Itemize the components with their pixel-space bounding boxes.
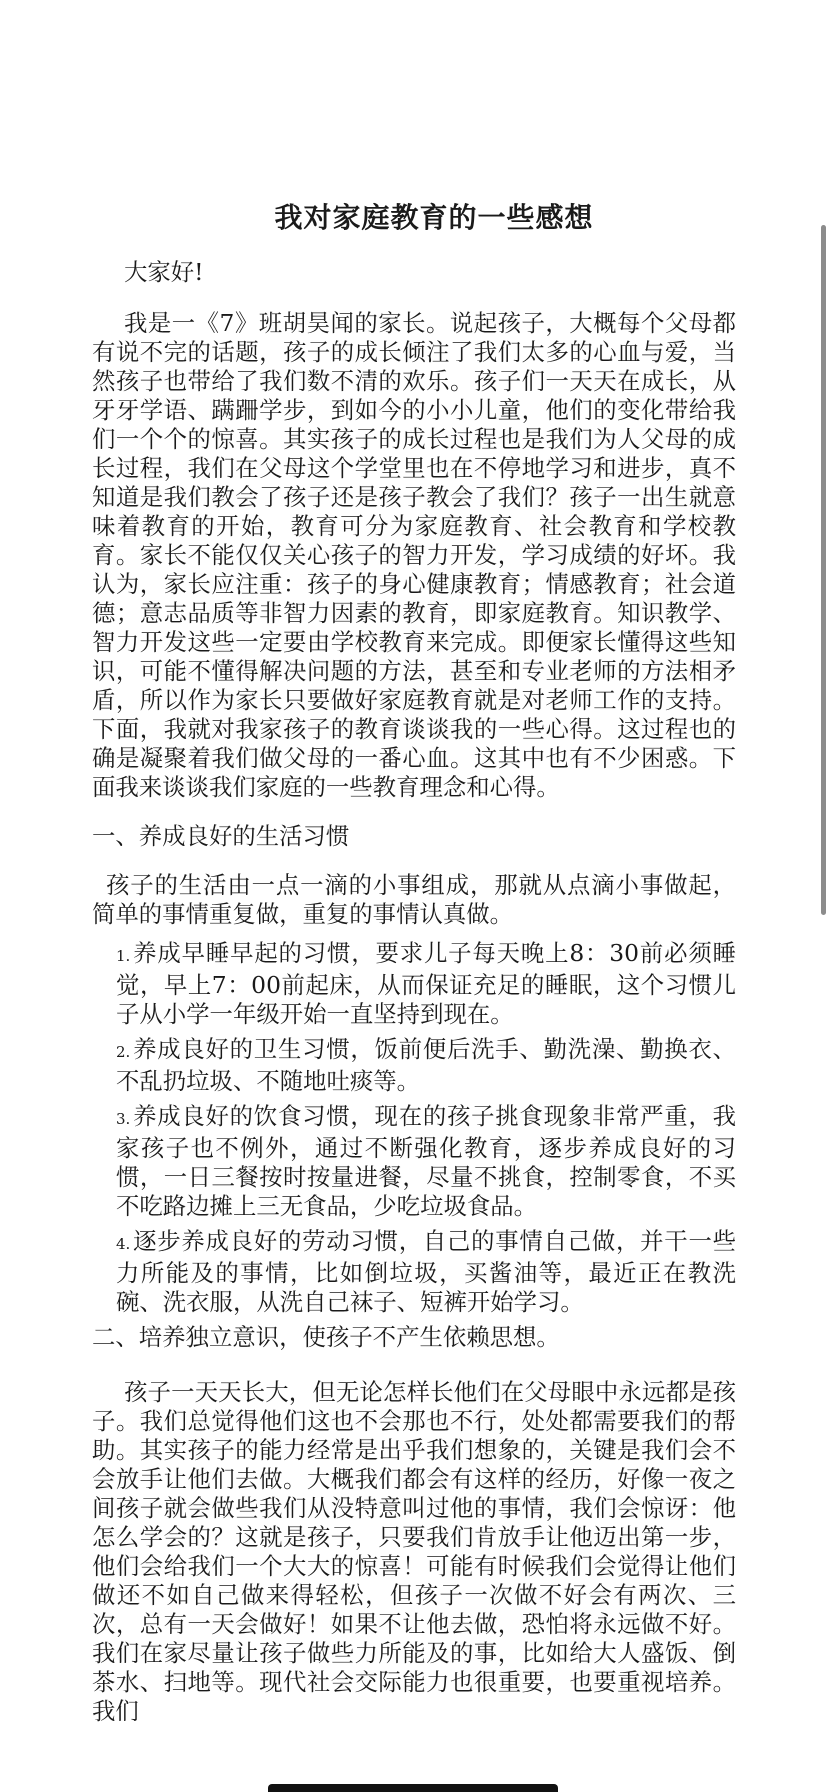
list-text: 养成良好的卫生习惯，饭前便后洗手、勤洗澡、勤换衣、不乱扔垃圾、不随地吐痰等。 [116,1035,736,1095]
section-2-body: 孩子一天天长大，但无论怎样长他们在父母眼中永远都是孩子。我们总觉得他们这也不会那也不行，处处都需要我们的帮助。其实孩子的能力经常是出乎我们想象的，关键是我们会不会放手让他们去做。大概我们都会有这样的经历，好像一夜之间孩子就会做些我们从没特意叫过他的事情，我们会惊讶：他怎么学会的？这就是孩子，只要我们肯放手让他迈出第一步，他们会给我们一个大大的惊喜！可能有时候我们会觉得让他们做还不如自己做来得轻松，但孩子一次做不好会有两次、三次，总有一天会做好！如果不让他去做，恐怕将永远做不好。我们在家尽量让孩子做些力所能及的事，比如给大人盛饭、倒茶水、扫地等。现代社会交际能力也很重要，也要重视培养。我们 [92,1378,736,1725]
list-number: 3. [116,1110,131,1128]
home-indicator[interactable] [268,1784,558,1792]
list-text: 养成早睡早起的习惯，要求儿子每天晚上8：30前必须睡觉，早上7：00前起床，从而保证充足的睡眠，这个习惯儿子从小学一年级开始一直坚持到现在。 [116,939,736,1028]
section-2-heading: 二、培养独立意识，使孩子不产生依赖思想。 [92,1323,560,1351]
list-text: 逐步养成良好的劳动习惯，自己的事情自己做，并干一些力所能及的事情，比如倒垃圾，买酱油等，最近正在教洗碗、洗衣服，从洗自己袜子、短裤开始学习。 [116,1227,736,1316]
list-item [116,939,736,1029]
list-text: 养成良好的饮食习惯，现在的孩子挑食现象非常严重，我家孩子也不例外，通过不断强化教育，逐步养成良好的习惯，一日三餐按时按量进餐，尽量不挑食，控制零食，不买不吃路边摊上三无食品，少吃垃圾食品。 [116,1102,736,1220]
list-item [116,1227,736,1317]
section-1-heading: 一、养成良好的生活习惯 [92,822,350,850]
greeting: 大家好! [124,258,204,286]
intro-paragraph: 我是一《7》班胡昊闻的家长。说起孩子，大概每个父母都有说不完的话题，孩子的成长倾注了我们太多的心血与爱，当然孩子也带给了我们数不清的欢乐。孩子们一天天在成长，从牙牙学语、蹒跚学步，到如今的小小儿童，他们的变化带给我们一个个的惊喜。其实孩子的成长过程也是我们为人父母的成长过程，我们在父母这个学堂里也在不停地学习和进步，真不知道是我们教会了孩子还是孩子教会了我们？孩子一出生就意味着教育的开始，教育可分为家庭教育、社会教育和学校教育。家长不能仅仅关心孩子的智力开发，学习成绩的好坏。我认为，家长应注重：孩子的身心健康教育；情感教育；社会道德；意志品质等非智力因素的教育，即家庭教育。知识教学、智力开发这些一定要由学校教育来完成。即便家长懂得这些知识，可能不懂得解决问题的方法，甚至和专业老师的方法相矛盾，所以作为家长只要做好家庭教育就是对老师工作的支持。下面，我就对我家孩子的教育谈谈我的一些心得。这过程也的确是凝聚着我们做父母的一番心血。这其中也有不少困惑。下面我来谈谈我们家庭的一些教育理念和心得。 [92,309,736,801]
list-item [116,1035,736,1096]
list-number: 4. [116,1235,131,1253]
list-number: 1. [116,947,131,965]
scrollbar[interactable] [821,225,826,915]
section-1-intro: 孩子的生活由一点一滴的小事组成，那就从点滴小事做起，简单的事情重复做，重复的事情认真做。 [92,871,736,928]
list-item [116,1102,736,1221]
list-number: 2. [116,1043,131,1061]
document-page [92,196,736,1726]
document-title: 我对家庭教育的一些感想 [274,201,594,234]
